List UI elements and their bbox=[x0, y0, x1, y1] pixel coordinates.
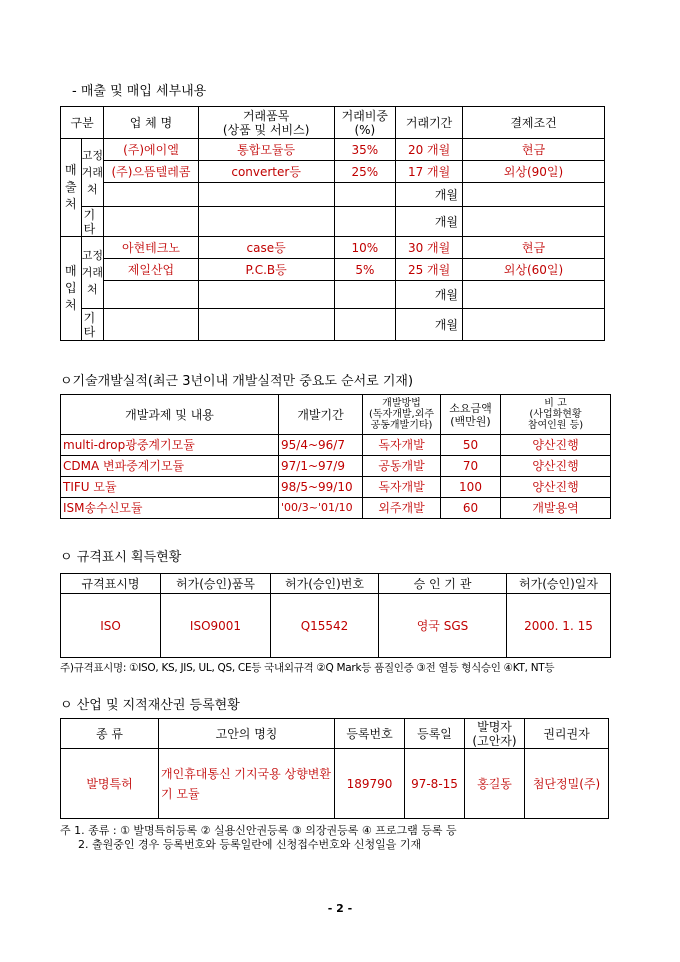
buy-other-payment bbox=[463, 309, 605, 341]
tech-heading: ㅇ기술개발실적(최근 3년이내 개발실적만 중요도 순서로 기재) bbox=[60, 374, 414, 389]
buy-payment-2: 외상(60일) bbox=[463, 259, 605, 281]
sell-payment-1: 현금 bbox=[463, 139, 605, 161]
buy-other-label: 기타 bbox=[81, 309, 104, 341]
tech-task-4: ISM송수신모듈 bbox=[61, 498, 279, 519]
buy-other-item bbox=[198, 309, 334, 341]
tech-note-4: 개발용역 bbox=[501, 498, 611, 519]
sell-label: 매 출 처 bbox=[61, 139, 82, 237]
ip-header-regno: 등록번호 bbox=[335, 719, 405, 749]
buy-ratio-2: 5% bbox=[334, 259, 396, 281]
tech-method-3: 독자개발 bbox=[363, 477, 441, 498]
sell-payment-2: 외상(90일) bbox=[463, 161, 605, 183]
sell-other-label: 기타 bbox=[81, 207, 104, 237]
sell-company-1: (주)에이엘 bbox=[104, 139, 199, 161]
buy-company-2: 제일산업 bbox=[104, 259, 199, 281]
buy-other-month: 개월 bbox=[396, 309, 463, 341]
ip-owner: 첨단정밀(주) bbox=[525, 749, 609, 819]
tech-note-3: 양산진행 bbox=[501, 477, 611, 498]
sell-month-3: 개월 bbox=[396, 183, 463, 207]
sell-item-3 bbox=[198, 183, 334, 207]
std-header-agency: 승 인 기 관 bbox=[379, 574, 507, 594]
tech-amount-3: 100 bbox=[441, 477, 501, 498]
buy-item-1: case등 bbox=[198, 237, 334, 259]
tech-header-period: 개발기간 bbox=[279, 395, 363, 435]
buy-payment-1: 현금 bbox=[463, 237, 605, 259]
sell-company-2: (주)으뜸텔레콤 bbox=[104, 161, 199, 183]
std-name: ISO bbox=[61, 594, 161, 658]
tech-header-task: 개발과제 및 내용 bbox=[61, 395, 279, 435]
sales-table bbox=[60, 106, 605, 341]
std-item: ISO9001 bbox=[161, 594, 271, 658]
buy-fixed-label: 고정 거래 처 bbox=[81, 237, 104, 309]
buy-item-3 bbox=[198, 281, 334, 309]
ip-heading: ㅇ 산업 및 지적재산권 등록현황 bbox=[60, 698, 240, 713]
buy-other-company bbox=[104, 309, 199, 341]
header-items: 거래품목 (상품 및 서비스) bbox=[198, 107, 334, 139]
ip-inventor: 홍길동 bbox=[465, 749, 525, 819]
tech-method-2: 공동개발 bbox=[363, 456, 441, 477]
buy-ratio-1: 10% bbox=[334, 237, 396, 259]
tech-method-1: 독자개발 bbox=[363, 435, 441, 456]
std-header-item: 허가(승인)품목 bbox=[161, 574, 271, 594]
tech-task-1: multi-drop광중계기모듈 bbox=[61, 435, 279, 456]
sales-heading: - 매출 및 매입 세부내용 bbox=[72, 84, 207, 99]
std-date: 2000. 1. 15 bbox=[507, 594, 611, 658]
sell-fixed-label: 고정 거래 처 bbox=[81, 139, 104, 207]
std-agency: 영국 SGS bbox=[379, 594, 507, 658]
buy-period-2: 25 개월 bbox=[396, 259, 463, 281]
sell-period-2: 17 개월 bbox=[396, 161, 463, 183]
buy-item-2: P.C.B등 bbox=[198, 259, 334, 281]
ip-title: 개인휴대통신 기지국용 상향변환기 모듈 bbox=[159, 749, 335, 819]
tech-period-3: 98/5~99/10 bbox=[279, 477, 363, 498]
buy-payment-3 bbox=[463, 281, 605, 309]
sell-period-1: 20 개월 bbox=[396, 139, 463, 161]
buy-label: 매 입 처 bbox=[61, 237, 82, 341]
buy-company-3 bbox=[104, 281, 199, 309]
ip-note-1: 주 1. 종류 : ① 발명특허등록 ② 실용신안권등록 ③ 의장권등록 ④ 프로그램 등록 등 bbox=[60, 824, 457, 837]
buy-other-ratio bbox=[334, 309, 396, 341]
tech-note-2: 양산진행 bbox=[501, 456, 611, 477]
standard-heading: ㅇ 규격표시 획득현황 bbox=[60, 550, 182, 565]
header-gubun: 구분 bbox=[61, 107, 104, 139]
tech-method-4: 외주개발 bbox=[363, 498, 441, 519]
standard-table bbox=[60, 573, 611, 658]
tech-task-2: CDMA 변파중계기모듈 bbox=[61, 456, 279, 477]
tech-table bbox=[60, 394, 611, 519]
header-company: 업 체 명 bbox=[104, 107, 199, 139]
header-ratio: 거래비중 (%) bbox=[334, 107, 396, 139]
header-period: 거래기간 bbox=[396, 107, 463, 139]
sell-payment-3 bbox=[463, 183, 605, 207]
tech-header-note: 비 고 (사업화현황 참여인원 등) bbox=[501, 395, 611, 435]
tech-header-amount: 소요금액 (백만원) bbox=[441, 395, 501, 435]
sell-item-1: 통합모듈등 bbox=[198, 139, 334, 161]
sell-other-payment bbox=[463, 207, 605, 237]
sell-ratio-3 bbox=[334, 183, 396, 207]
buy-ratio-3 bbox=[334, 281, 396, 309]
std-header-name: 규격표시명 bbox=[61, 574, 161, 594]
sell-ratio-2: 25% bbox=[334, 161, 396, 183]
ip-regdate: 97-8-15 bbox=[405, 749, 465, 819]
sell-other-item bbox=[198, 207, 334, 237]
tech-period-1: 95/4~96/7 bbox=[279, 435, 363, 456]
buy-period-1: 30 개월 bbox=[396, 237, 463, 259]
tech-note-1: 양산진행 bbox=[501, 435, 611, 456]
standard-footnote: 주)규격표시명: ①ISO, KS, JIS, UL, QS, CE등 국내외규격 ②Q Mark등 품질인증 ③전 열등 형식승인 ④KT, NT등 bbox=[60, 662, 555, 674]
sell-item-2: converter등 bbox=[198, 161, 334, 183]
tech-period-2: 97/1~97/9 bbox=[279, 456, 363, 477]
ip-note-2: 2. 출원중인 경우 등록번호와 등록일란에 신청접수번호와 신청일을 기재 bbox=[78, 838, 422, 851]
tech-task-3: TIFU 모듈 bbox=[61, 477, 279, 498]
ip-header-inventor: 발명자 (고안자) bbox=[465, 719, 525, 749]
ip-header-title: 고안의 명칭 bbox=[159, 719, 335, 749]
std-header-number: 허가(승인)번호 bbox=[271, 574, 379, 594]
header-payment: 결제조건 bbox=[463, 107, 605, 139]
ip-header-type: 종 류 bbox=[61, 719, 159, 749]
sell-other-month: 개월 bbox=[396, 207, 463, 237]
tech-amount-1: 50 bbox=[441, 435, 501, 456]
sell-other-company bbox=[104, 207, 199, 237]
ip-header-owner: 권리권자 bbox=[525, 719, 609, 749]
sell-company-3 bbox=[104, 183, 199, 207]
buy-company-1: 아현테크노 bbox=[104, 237, 199, 259]
tech-period-4: '00/3~'01/10 bbox=[279, 498, 363, 519]
buy-month-3: 개월 bbox=[396, 281, 463, 309]
tech-amount-2: 70 bbox=[441, 456, 501, 477]
page-number: - 2 - bbox=[327, 902, 353, 915]
ip-header-regdate: 등록일 bbox=[405, 719, 465, 749]
std-header-date: 허가(승인)일자 bbox=[507, 574, 611, 594]
std-number: Q15542 bbox=[271, 594, 379, 658]
ip-type: 발명특허 bbox=[61, 749, 159, 819]
sell-ratio-1: 35% bbox=[334, 139, 396, 161]
ip-regno: 189790 bbox=[335, 749, 405, 819]
tech-header-method: 개발방법 (독자개발,외주 공동개발기타) bbox=[363, 395, 441, 435]
sell-other-ratio bbox=[334, 207, 396, 237]
tech-amount-4: 60 bbox=[441, 498, 501, 519]
ip-table bbox=[60, 718, 609, 819]
